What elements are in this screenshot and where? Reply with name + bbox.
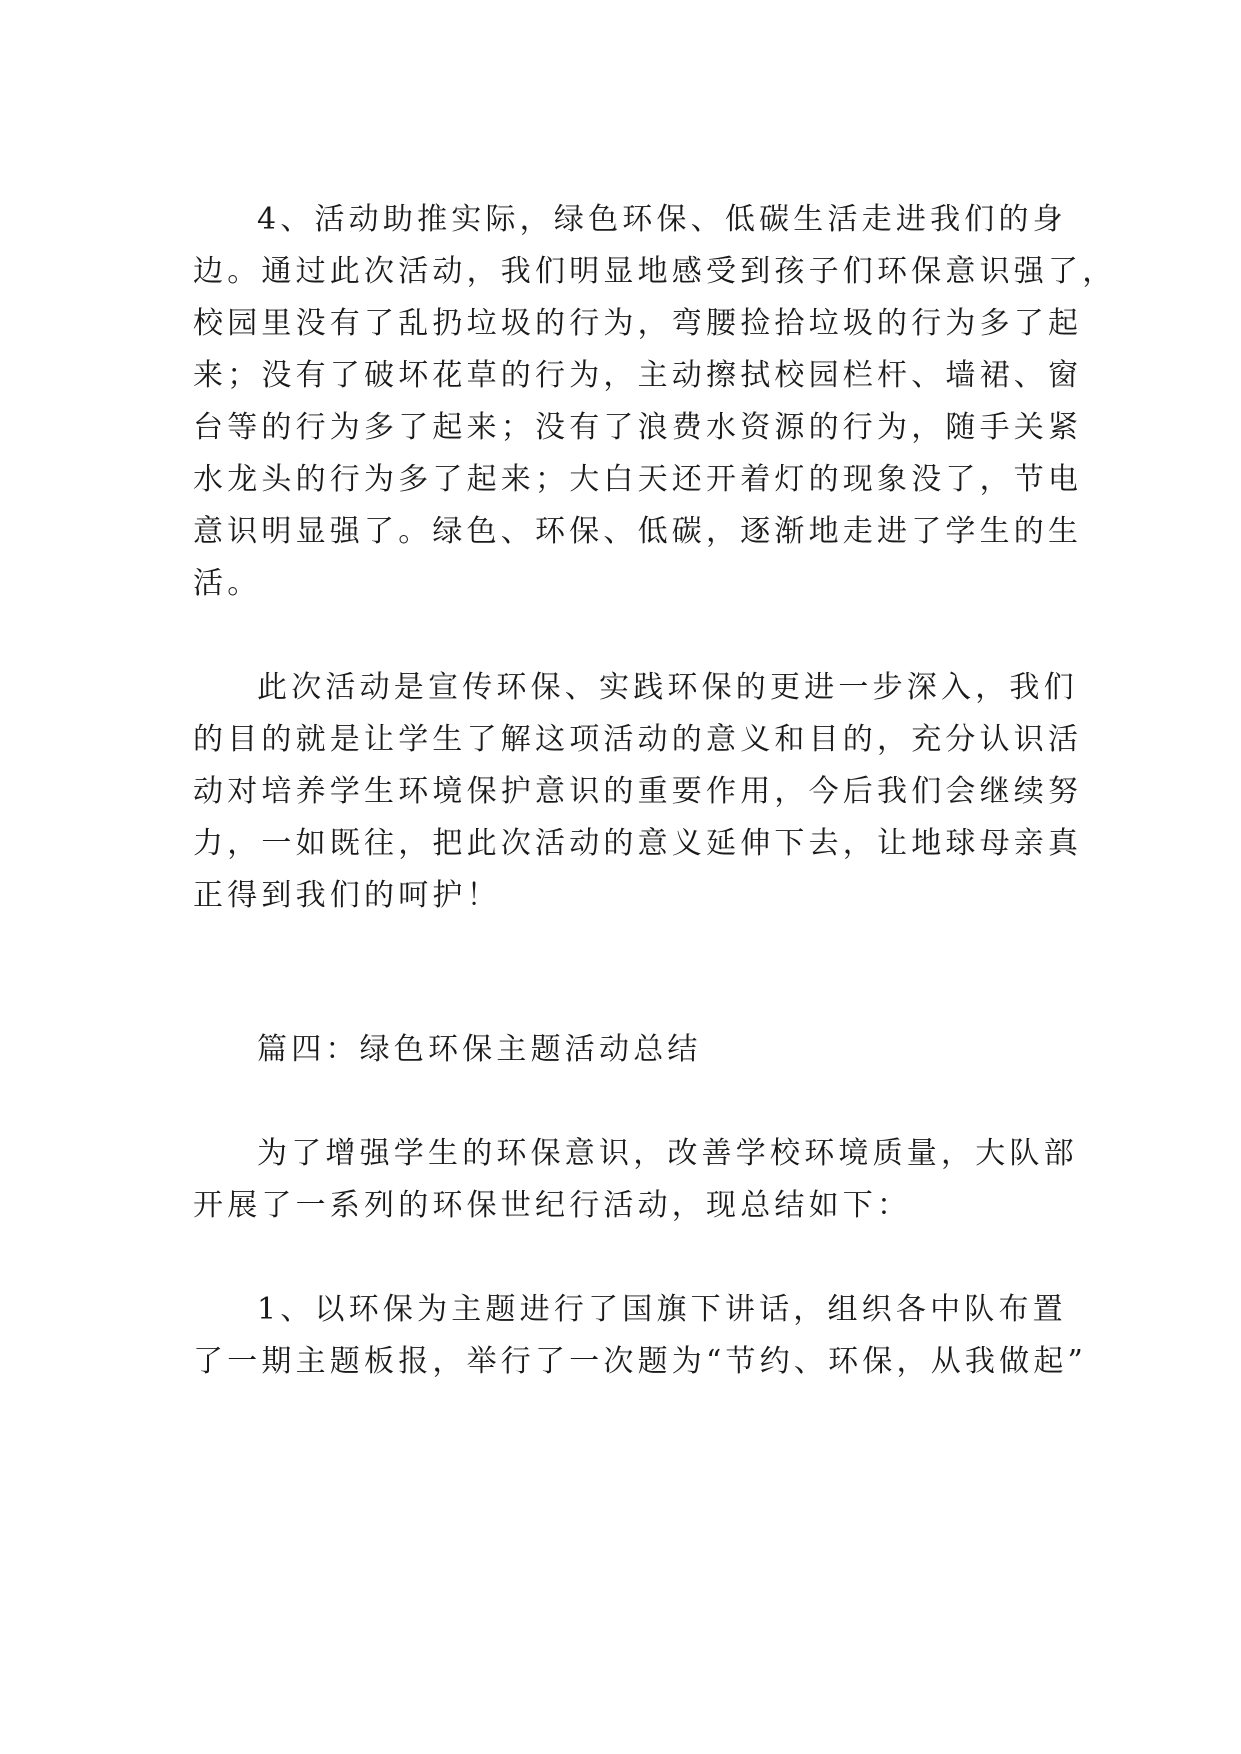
text-line: 校园里没有了乱扔垃圾的行为，弯腰捡拾垃圾的行为多了起 <box>193 306 1083 341</box>
text-line: 为了增强学生的环保意识，改善学校环境质量，大队部 <box>257 1136 1078 1171</box>
text-line: 1、以环保为主题进行了国旗下讲话，组织各中队布置 <box>257 1292 1067 1327</box>
text-line: 边。通过此次活动，我们明显地感受到孩子们环保意识强了， <box>193 254 1117 289</box>
text-line: 意识明显强了。绿色、环保、低碳，逐渐地走进了学生的生 <box>193 514 1083 549</box>
text-line: 水龙头的行为多了起来；大白天还开着灯的现象没了，节电 <box>193 462 1083 497</box>
text-line: 了一期主题板报，举行了一次题为“节约、环保，从我做起” <box>193 1344 1088 1379</box>
section-heading: 篇四：绿色环保主题活动总结 <box>257 1032 702 1067</box>
text-line: 此次活动是宣传环保、实践环保的更进一步深入，我们 <box>257 670 1078 705</box>
text-line: 开展了一系列的环保世纪行活动，现总结如下： <box>193 1188 912 1223</box>
text-line: 活。 <box>193 566 262 601</box>
text-line: 4、活动助推实际，绿色环保、低碳生活走进我们的身 <box>257 202 1067 237</box>
text-line: 的目的就是让学生了解这项活动的意义和目的，充分认识活 <box>193 722 1083 757</box>
text-line: 动对培养学生环境保护意识的重要作用，今后我们会继续努 <box>193 774 1083 809</box>
text-line: 台等的行为多了起来；没有了浪费水资源的行为，随手关紧 <box>193 410 1083 445</box>
text-line: 力，一如既往，把此次活动的意义延伸下去，让地球母亲真 <box>193 826 1083 861</box>
text-line: 来；没有了破坏花草的行为，主动擦拭校园栏杆、墙裙、窗 <box>193 358 1083 393</box>
text-line: 正得到我们的呵护！ <box>193 878 501 913</box>
